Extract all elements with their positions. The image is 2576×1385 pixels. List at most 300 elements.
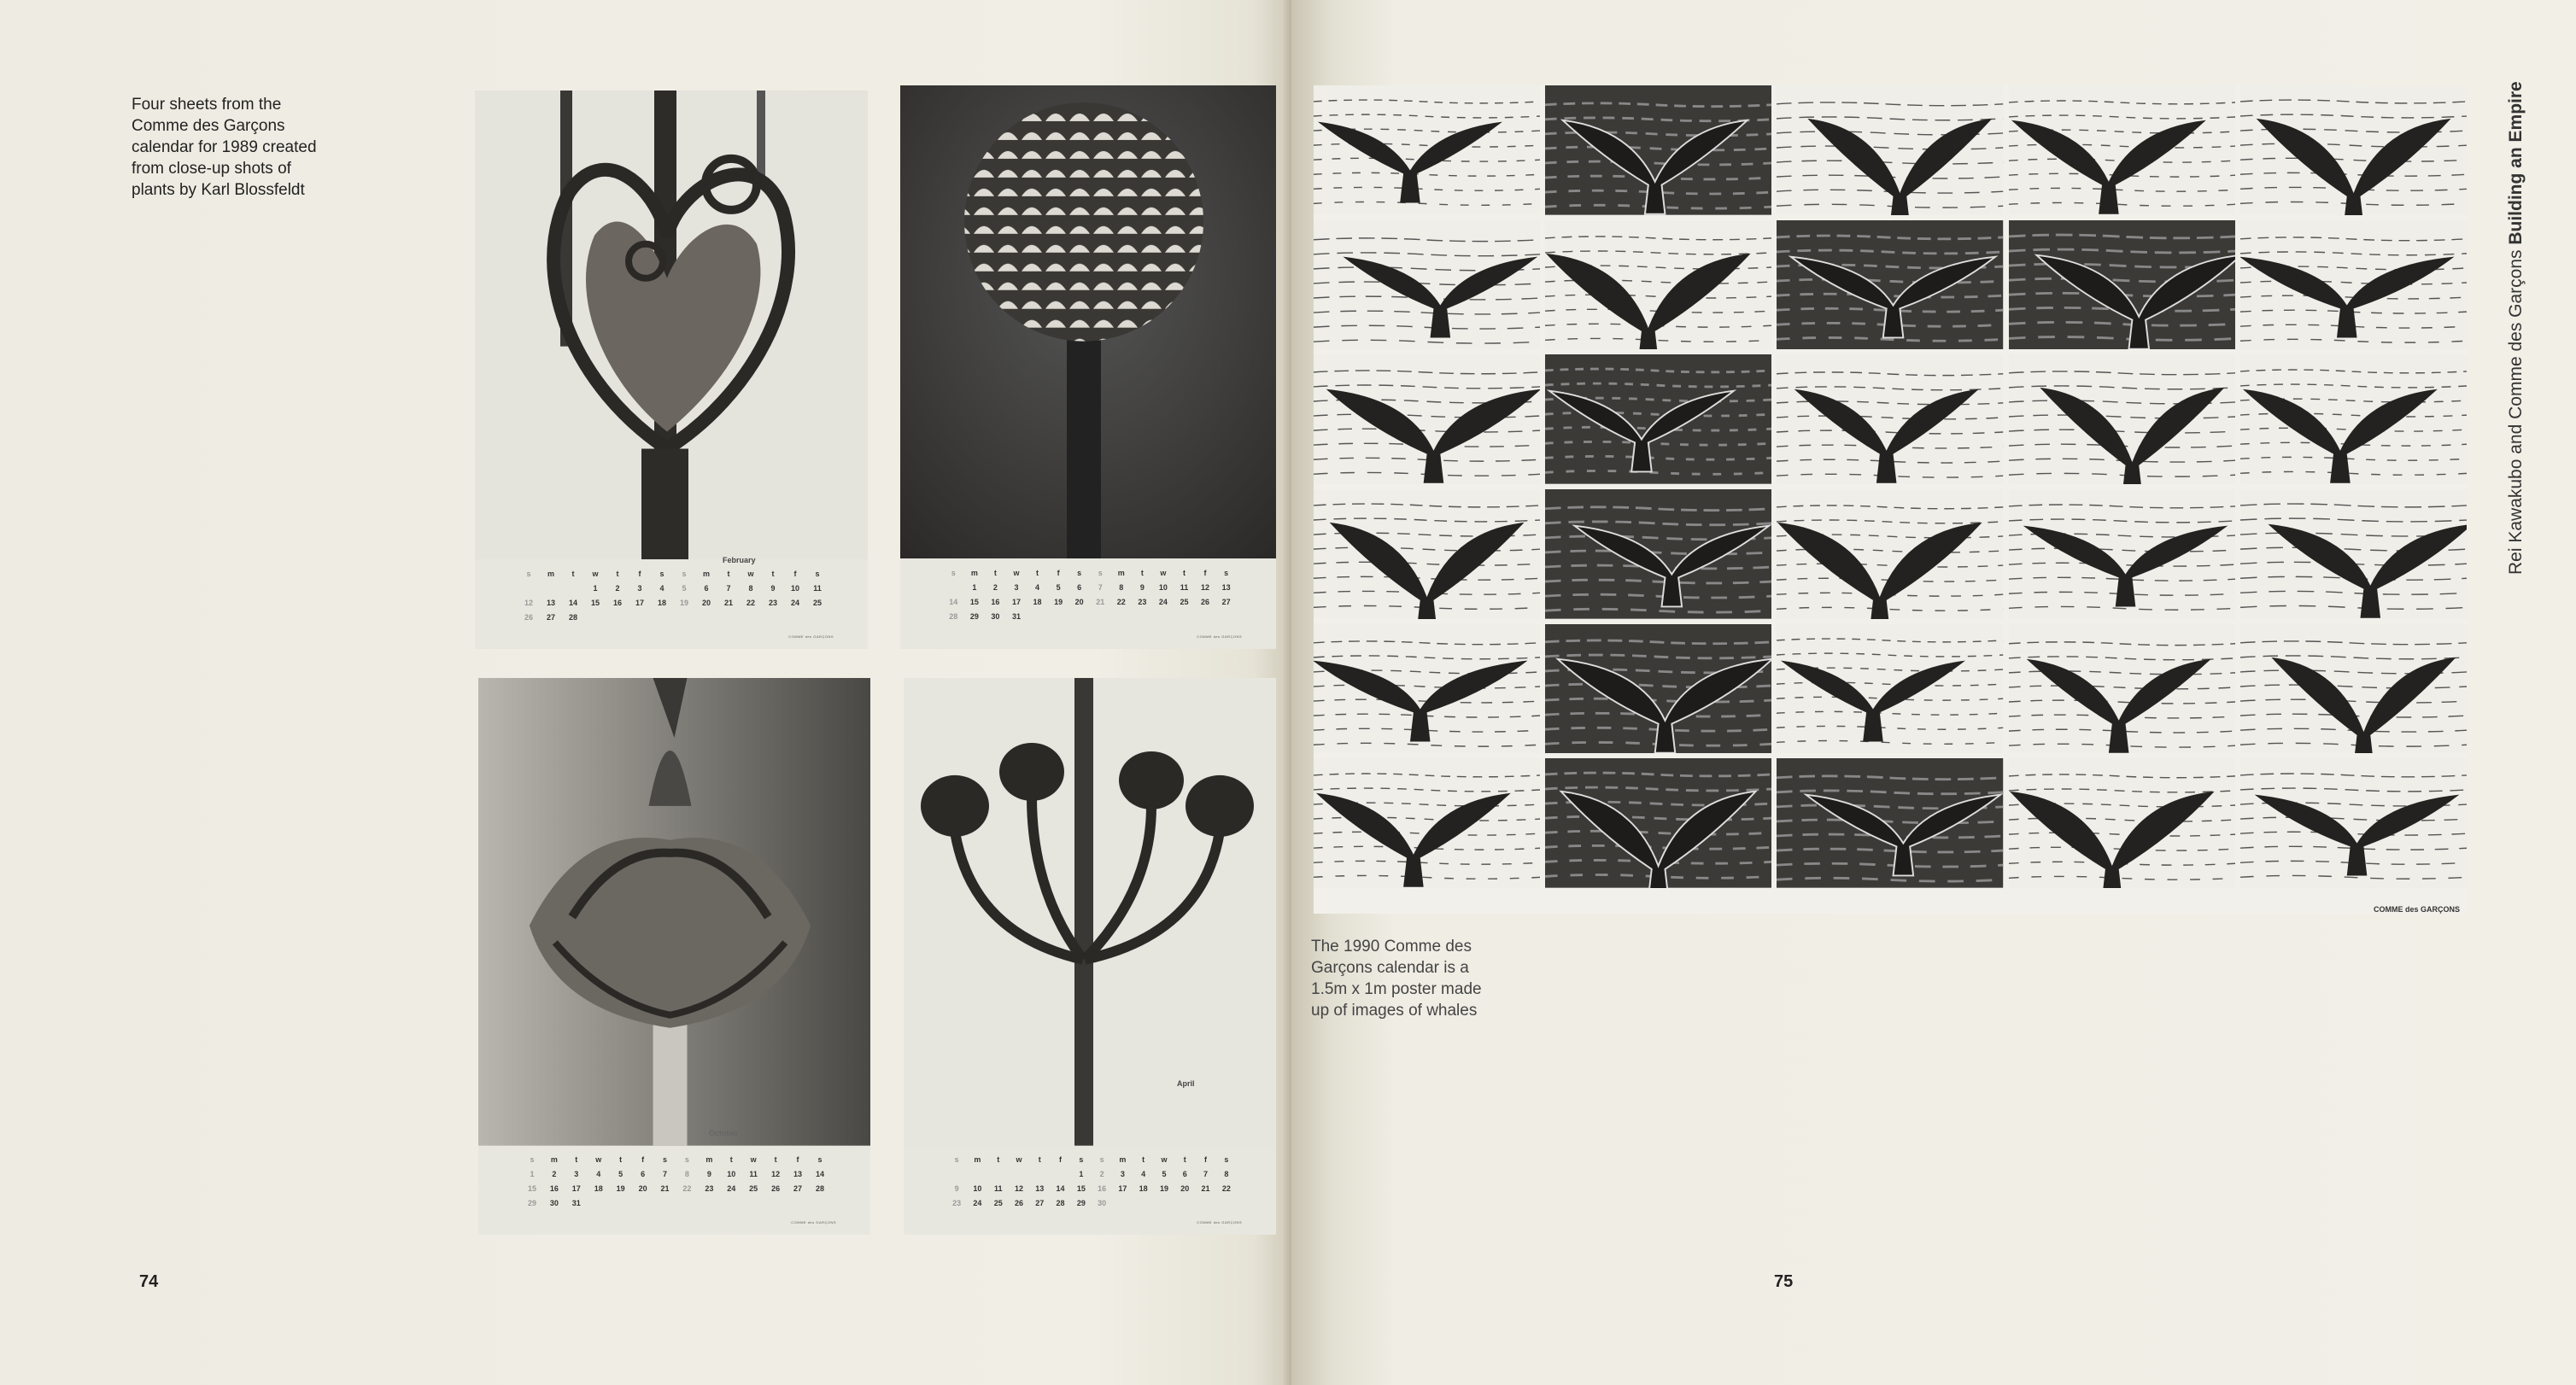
day-cell: 21 <box>660 1184 670 1194</box>
day-cell: 3 <box>574 1170 579 1179</box>
week-row <box>521 1196 831 1211</box>
day-cell <box>651 610 673 624</box>
day-cell <box>610 1196 632 1211</box>
whale-tail-image <box>1777 489 2003 619</box>
day-cell <box>1195 609 1216 623</box>
whale-tail-icon <box>2240 758 2467 888</box>
day-cell: 26 <box>1014 1199 1023 1208</box>
weekday-label: m <box>705 1155 713 1165</box>
weekday-label: f <box>1059 1155 1063 1165</box>
whale-tail-icon <box>2009 758 2235 888</box>
day-cell: 17 <box>1011 597 1021 606</box>
week-row <box>946 1167 1237 1182</box>
whale-tail-icon <box>1777 489 2003 619</box>
day-cell: 16 <box>1098 1184 1107 1194</box>
whale-tail-image <box>2009 85 2235 215</box>
day-cell <box>1153 609 1174 623</box>
weekday-label: t <box>774 1155 777 1165</box>
week-row <box>943 594 1237 609</box>
day-cell: 4 <box>596 1170 601 1179</box>
day-cell <box>1216 1196 1237 1211</box>
day-cell: 17 <box>571 1184 581 1194</box>
weekday-label: w <box>1016 1155 1022 1165</box>
day-cell <box>787 1196 809 1211</box>
week-row <box>518 581 828 595</box>
day-cell <box>988 1167 1009 1182</box>
whale-tail-icon <box>1314 489 1540 619</box>
calendar-sheet-october <box>478 678 870 1235</box>
day-cell <box>1048 609 1069 623</box>
whale-tail-image <box>1314 489 1540 619</box>
whale-tail-icon <box>1545 354 1771 484</box>
whale-tail-image <box>1545 85 1771 215</box>
umbel-photo <box>904 678 1276 1146</box>
day-cell: 29 <box>1076 1199 1086 1208</box>
day-cell: 15 <box>969 597 979 606</box>
day-cell: 15 <box>527 1184 536 1194</box>
weekday-label: w <box>1160 568 1167 577</box>
day-cell <box>518 581 540 595</box>
weekday-label: f <box>641 1155 645 1165</box>
day-cell: 31 <box>571 1199 581 1208</box>
day-cell: 17 <box>635 598 644 607</box>
weekday-label: t <box>619 1155 623 1165</box>
day-cell: 22 <box>1221 1184 1231 1194</box>
weekday-label: m <box>550 1155 558 1165</box>
day-cell: 28 <box>568 612 577 622</box>
day-cell: 13 <box>1221 582 1231 592</box>
weekday-label: w <box>595 1155 602 1165</box>
day-cell: 6 <box>704 583 709 593</box>
day-cell: 23 <box>952 1199 962 1208</box>
seedpod-photo <box>478 678 870 1146</box>
day-cell: 19 <box>679 598 688 607</box>
day-cell: 24 <box>727 1184 736 1194</box>
day-cell: 10 <box>1158 582 1168 592</box>
brand-mark: COMME des GARÇONS <box>788 634 834 639</box>
day-cell: 16 <box>612 598 622 607</box>
whale-tail-image <box>1545 354 1771 484</box>
weekday-label: m <box>970 568 978 577</box>
day-cell: 19 <box>616 1184 625 1194</box>
whale-tail-icon <box>1545 758 1771 888</box>
day-cell <box>946 1167 967 1182</box>
day-cell: 7 <box>726 583 731 593</box>
day-cell: 10 <box>790 583 799 593</box>
whale-tail-image <box>2240 85 2467 215</box>
week-row <box>518 595 828 610</box>
weekday-row <box>518 566 828 581</box>
weekday-row <box>521 1153 831 1167</box>
week-row <box>943 580 1237 594</box>
whale-tail-icon <box>1777 624 2003 754</box>
running-head-book: Rei Kawakubo and Comme des Garçons <box>2506 244 2526 575</box>
week-row <box>521 1182 831 1196</box>
day-cell: 25 <box>1180 597 1189 606</box>
weekday-label: s <box>684 1155 689 1165</box>
day-cell <box>562 581 584 595</box>
whale-tail-image <box>1314 85 1540 215</box>
day-cell: 1 <box>972 582 977 592</box>
day-cell: 7 <box>1203 1170 1209 1179</box>
weekday-label: f <box>1203 568 1207 577</box>
day-cell: 25 <box>812 598 822 607</box>
allium-photo <box>900 85 1276 558</box>
caption-line: Comme des Garçons <box>132 117 285 135</box>
month-label: February <box>723 556 756 564</box>
weekday-label: t <box>1036 568 1039 577</box>
day-cell: 5 <box>1162 1170 1167 1179</box>
day-cell <box>1009 1167 1029 1182</box>
day-cell: 14 <box>1056 1184 1065 1194</box>
day-cell: 29 <box>527 1199 536 1208</box>
day-cell: 9 <box>1139 582 1145 592</box>
weekday-label: s <box>815 569 820 578</box>
weekday-label: t <box>575 1155 578 1165</box>
whale-tail-icon <box>1314 624 1540 754</box>
weekday-label: t <box>997 1155 1000 1165</box>
weekday-label: s <box>1098 568 1103 577</box>
day-cell <box>762 610 784 624</box>
day-cell: 4 <box>659 583 664 593</box>
day-cell: 27 <box>1221 597 1231 606</box>
day-cell: 16 <box>991 597 1000 606</box>
day-cell <box>654 1196 676 1211</box>
day-cell <box>695 610 717 624</box>
day-cell: 3 <box>1014 582 1019 592</box>
whale-tail-image <box>1314 220 1540 350</box>
weekday-label: f <box>793 569 797 578</box>
day-cell: 26 <box>524 612 533 622</box>
weekday-label: t <box>1140 568 1144 577</box>
day-cell: 12 <box>524 598 533 607</box>
day-cell <box>1029 1167 1050 1182</box>
weekday-label: t <box>1038 1155 1041 1165</box>
whale-tail-icon <box>1777 85 2003 215</box>
day-cell: 10 <box>973 1184 982 1194</box>
weekday-label: t <box>1182 568 1186 577</box>
day-cell: 28 <box>1056 1199 1065 1208</box>
caption-line: Garçons calendar is a <box>1311 959 1469 977</box>
weekday-label: t <box>616 569 619 578</box>
day-cell <box>720 1196 742 1211</box>
weekday-label: t <box>993 568 997 577</box>
weekday-label: m <box>702 569 710 578</box>
running-head <box>2506 81 2526 575</box>
running-head-chapter: Building an Empire <box>2506 81 2526 245</box>
day-cell: 18 <box>1033 597 1042 606</box>
day-cell <box>1090 609 1111 623</box>
page-number: 74 <box>139 1272 159 1291</box>
day-cell <box>588 1196 610 1211</box>
weekday-label: w <box>750 1155 757 1165</box>
weekday-label: s <box>659 569 664 578</box>
whale-tail-icon <box>1777 758 2003 888</box>
weekday-label: s <box>1099 1155 1104 1165</box>
day-cell: 5 <box>1056 582 1061 592</box>
day-cell <box>673 610 695 624</box>
weekday-label: m <box>547 569 554 578</box>
caption-line: from close-up shots of <box>132 160 291 178</box>
calendar-sheet-may <box>900 85 1276 649</box>
day-cell: 2 <box>615 583 620 593</box>
day-cell: 1 <box>593 583 598 593</box>
day-cell: 11 <box>993 1184 1003 1194</box>
weekday-label: w <box>1161 1155 1168 1165</box>
weekday-label: s <box>1224 1155 1229 1165</box>
weekday-label: f <box>638 569 641 578</box>
day-cell: 24 <box>1158 597 1168 606</box>
day-cell: 22 <box>682 1184 692 1194</box>
whale-tail-image <box>2009 758 2235 888</box>
right-caption <box>1311 936 1508 1021</box>
weekday-label: f <box>1057 568 1060 577</box>
week-row <box>946 1182 1237 1196</box>
day-cell: 18 <box>657 598 666 607</box>
weekday-label: f <box>796 1155 799 1165</box>
whale-tail-icon <box>2009 489 2235 619</box>
day-cell: 23 <box>705 1184 714 1194</box>
day-cell <box>1195 1196 1215 1211</box>
whale-tail-image <box>2009 220 2235 350</box>
day-cell: 13 <box>793 1170 803 1179</box>
whale-tail-icon <box>2009 85 2235 215</box>
whale-tail-icon <box>2240 354 2467 484</box>
day-cell <box>1133 1196 1154 1211</box>
weekday-label: t <box>1183 1155 1186 1165</box>
day-cell: 10 <box>727 1170 736 1179</box>
week-row <box>521 1167 831 1182</box>
day-cell <box>784 610 806 624</box>
day-cell: 5 <box>618 1170 624 1179</box>
day-cell <box>606 610 629 624</box>
whale-tail-icon <box>2009 354 2235 484</box>
day-cell: 20 <box>701 598 711 607</box>
day-cell: 9 <box>954 1184 959 1194</box>
day-cell: 27 <box>1035 1199 1045 1208</box>
whale-tail-image <box>2240 624 2467 754</box>
day-cell <box>1111 609 1133 623</box>
brand-mark: COMME des GARÇONS <box>1197 1220 1242 1224</box>
whale-tail-image <box>2009 354 2235 484</box>
day-cell <box>764 1196 787 1211</box>
day-cell <box>632 1196 654 1211</box>
day-cell: 4 <box>1141 1170 1146 1179</box>
day-cell: 23 <box>1138 597 1147 606</box>
brand-mark: COMME des GARÇONS <box>2373 905 2460 914</box>
day-cell: 12 <box>1014 1184 1023 1194</box>
day-cell: 7 <box>1098 582 1103 592</box>
day-cell: 12 <box>1201 582 1210 592</box>
day-cell: 13 <box>1035 1184 1045 1194</box>
caption-line: plants by Karl Blossfeldt <box>132 181 305 199</box>
day-cell: 13 <box>546 598 555 607</box>
weekday-label: m <box>1119 1155 1127 1165</box>
brand-mark: COMME des GARÇONS <box>1197 634 1242 639</box>
caption-line: 1.5m x 1m poster made <box>1311 980 1482 998</box>
page-number: 75 <box>1774 1272 1794 1291</box>
day-cell: 21 <box>723 598 733 607</box>
whale-tail-icon <box>2240 85 2467 215</box>
whale-tail-image <box>2240 758 2467 888</box>
day-cell: 6 <box>1077 582 1082 592</box>
whale-tail-icon <box>1545 220 1771 350</box>
day-cell: 9 <box>770 583 776 593</box>
day-cell: 12 <box>771 1170 781 1179</box>
day-cell: 14 <box>568 598 577 607</box>
whale-tail-icon <box>2240 489 2467 619</box>
day-cell: 9 <box>706 1170 711 1179</box>
day-cell: 19 <box>1159 1184 1168 1194</box>
whale-tail-icon <box>2240 220 2467 350</box>
day-cell <box>1154 1196 1174 1211</box>
weekday-label: m <box>1117 568 1125 577</box>
caption-line: The 1990 Comme des <box>1311 938 1472 955</box>
day-cell: 16 <box>549 1184 559 1194</box>
day-cell: 26 <box>771 1184 781 1194</box>
weekday-label: w <box>747 569 754 578</box>
day-cell: 1 <box>1079 1170 1084 1179</box>
day-cell: 2 <box>992 582 998 592</box>
whale-tail-icon <box>2009 220 2235 350</box>
day-cell <box>806 610 828 624</box>
calendar-sheet-february <box>475 91 868 649</box>
day-cell: 7 <box>662 1170 667 1179</box>
whale-tail-image <box>1545 220 1771 350</box>
whale-tail-image <box>1314 624 1540 754</box>
day-cell: 20 <box>638 1184 647 1194</box>
day-cell: 14 <box>949 597 958 606</box>
whale-tail-image <box>1314 758 1540 888</box>
weekday-label: w <box>592 569 599 578</box>
day-cell: 11 <box>1180 582 1189 592</box>
day-cell: 2 <box>1099 1170 1104 1179</box>
day-cell <box>1112 1196 1133 1211</box>
day-cell: 8 <box>748 583 753 593</box>
weekday-label: s <box>1079 1155 1084 1165</box>
weekday-label: s <box>1224 568 1229 577</box>
day-cell <box>584 610 606 624</box>
day-cell: 2 <box>552 1170 557 1179</box>
day-cell: 4 <box>1035 582 1040 592</box>
caption-line: Four sheets from the <box>132 96 282 114</box>
day-cell: 11 <box>749 1170 758 1179</box>
thistle-photo <box>475 91 868 559</box>
left-caption <box>132 94 354 201</box>
day-cell: 24 <box>973 1199 982 1208</box>
whale-tail-image <box>1777 624 2003 754</box>
calendar-sheet-april <box>904 678 1276 1235</box>
day-cell: 27 <box>546 612 555 622</box>
day-cell: 8 <box>1224 1170 1229 1179</box>
weekday-label: s <box>682 569 687 578</box>
brand-mark: COMME des GARÇONS <box>791 1220 836 1224</box>
week-row <box>946 1196 1237 1211</box>
day-cell <box>540 581 562 595</box>
day-cell: 18 <box>594 1184 603 1194</box>
whale-tail-icon <box>1314 85 1540 215</box>
whale-tail-image <box>1545 489 1771 619</box>
weekday-label: f <box>1204 1155 1208 1165</box>
week-row <box>518 610 828 624</box>
day-cell <box>717 610 740 624</box>
weekday-label: s <box>526 569 531 578</box>
day-cell <box>742 1196 764 1211</box>
whale-tail-image <box>2240 220 2467 350</box>
day-cell <box>1050 1167 1070 1182</box>
whale-tail-image <box>1777 85 2003 215</box>
day-cell: 15 <box>590 598 600 607</box>
day-cell <box>740 610 762 624</box>
whale-tail-image <box>2009 624 2235 754</box>
day-cell: 6 <box>641 1170 646 1179</box>
day-cell <box>676 1196 698 1211</box>
weekday-label: s <box>662 1155 667 1165</box>
day-cell: 28 <box>815 1184 824 1194</box>
weekday-row <box>946 1153 1237 1167</box>
day-cell: 23 <box>768 598 777 607</box>
weekday-label: t <box>771 569 775 578</box>
whale-tail-image <box>1545 624 1771 754</box>
day-cell: 22 <box>1116 597 1126 606</box>
day-cell <box>1174 609 1195 623</box>
day-cell: 30 <box>549 1199 559 1208</box>
weekday-label: w <box>1013 568 1020 577</box>
weekday-label: m <box>974 1155 981 1165</box>
weekday-label: s <box>1077 568 1082 577</box>
whale-tail-image <box>1777 220 2003 350</box>
caption-line: up of images of whales <box>1311 1002 1478 1020</box>
day-cell: 1 <box>530 1170 535 1179</box>
day-cell: 27 <box>793 1184 803 1194</box>
whale-tail-icon <box>1777 354 2003 484</box>
day-cell: 22 <box>746 598 755 607</box>
weekday-row <box>943 565 1237 580</box>
day-cell <box>1027 609 1048 623</box>
whale-tail-icon <box>1545 624 1771 754</box>
whale-tail-image <box>1545 758 1771 888</box>
day-cell: 29 <box>969 611 979 621</box>
day-cell: 3 <box>1120 1170 1125 1179</box>
day-cell <box>1174 1196 1195 1211</box>
day-cell: 25 <box>993 1199 1003 1208</box>
whale-tail-icon <box>1545 489 1771 619</box>
day-cell: 20 <box>1074 597 1084 606</box>
whale-tail-image <box>1777 758 2003 888</box>
weekday-label: s <box>817 1155 823 1165</box>
whale-tail-image <box>2009 489 2235 619</box>
day-cell: 24 <box>790 598 799 607</box>
whale-tail-icon <box>1777 220 2003 350</box>
day-cell: 21 <box>1201 1184 1210 1194</box>
weekday-label: s <box>954 1155 959 1165</box>
month-label: October <box>709 1129 739 1137</box>
day-cell <box>967 1167 987 1182</box>
day-cell: 26 <box>1201 597 1210 606</box>
caption-line: calendar for 1989 created <box>132 138 317 156</box>
whale-tail-icon <box>1314 354 1540 484</box>
weekday-label: t <box>727 569 730 578</box>
whale-tail-poster <box>1314 85 2467 914</box>
day-cell: 6 <box>1182 1170 1187 1179</box>
whale-tail-icon <box>1314 758 1540 888</box>
day-cell <box>629 610 651 624</box>
day-cell: 18 <box>1139 1184 1148 1194</box>
day-cell: 11 <box>813 583 822 593</box>
day-cell: 19 <box>1054 597 1063 606</box>
day-cell: 8 <box>1119 582 1124 592</box>
day-cell: 20 <box>1180 1184 1190 1194</box>
